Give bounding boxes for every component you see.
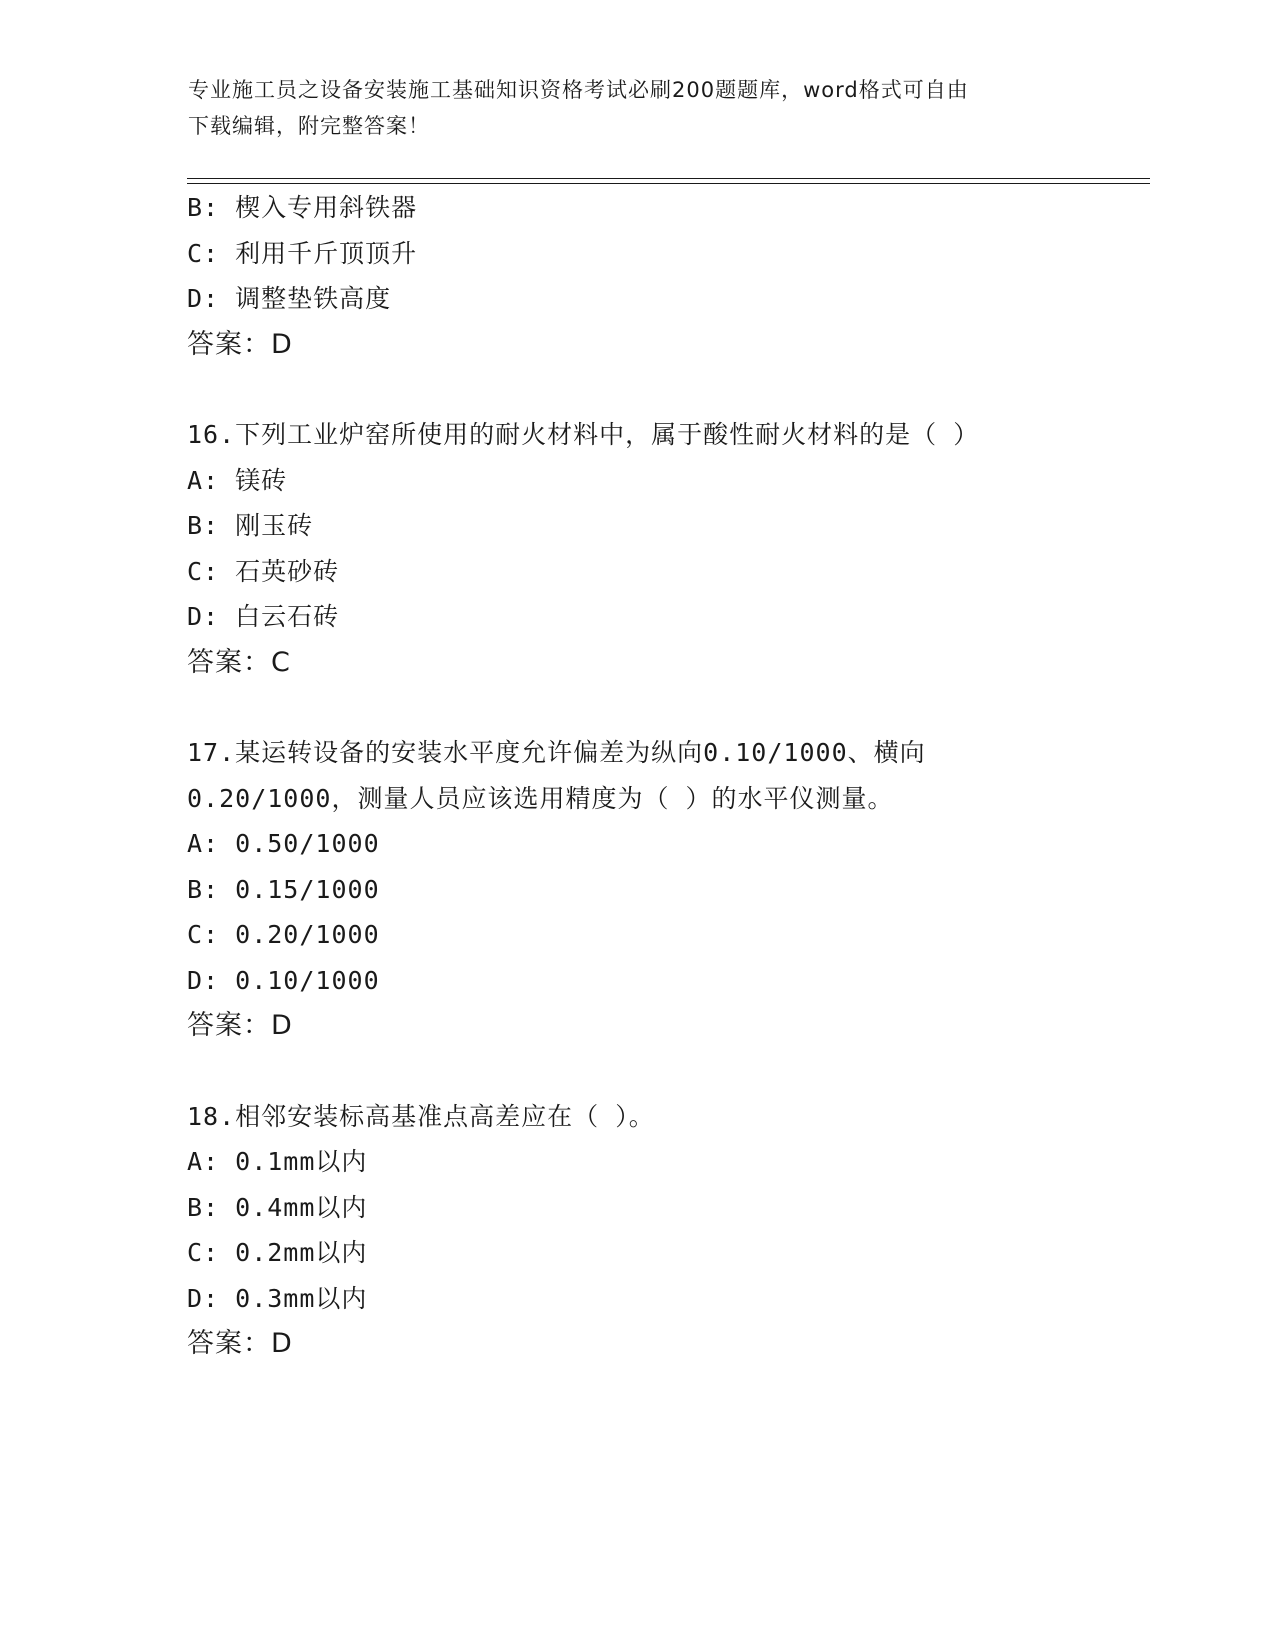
answer-line: 答案：D xyxy=(187,328,293,360)
question-stem-continued: 0.20/1000，测量人员应该选用精度为（ ）的水平仪测量。 xyxy=(187,783,894,813)
option-a: A: 0.50/1000 xyxy=(187,829,380,858)
question-list xyxy=(187,185,1147,1367)
option-a: A: 镁砖 xyxy=(187,465,288,495)
header-line-1: 专业施工员之设备安装施工基础知识资格考试必刷200题题库，word格式可自由 xyxy=(188,78,969,102)
question-16 xyxy=(187,412,1147,685)
question-18 xyxy=(187,1094,1147,1367)
option-b: B: 0.4mm以内 xyxy=(187,1192,368,1222)
option-c: C: 利用千斤顶顶升 xyxy=(187,238,418,268)
answer-line: 答案：D xyxy=(187,1010,293,1041)
option-d: D: 白云石砖 xyxy=(187,602,340,631)
question-stem: 18.相邻安装标高基准点高差应在（ ）。 xyxy=(187,1101,655,1131)
option-b: B: 0.15/1000 xyxy=(187,874,380,904)
header-line-2: 下载编辑，附完整答案！ xyxy=(188,114,430,138)
option-a: A: 0.1mm以内 xyxy=(187,1147,368,1176)
option-c: C: 0.20/1000 xyxy=(187,920,380,949)
answer-line: 答案：C xyxy=(187,646,291,678)
option-d: D: 0.3mm以内 xyxy=(187,1283,368,1313)
question-15-continued xyxy=(187,185,1147,367)
header-divider-bottom xyxy=(187,183,1150,184)
option-b: B: 楔入专用斜铁器 xyxy=(187,193,418,222)
option-d: D: 0.10/1000 xyxy=(187,965,380,995)
question-stem: 17.某运转设备的安装水平度允许偏差为纵向0.10/1000、横向 xyxy=(187,738,926,767)
answer-line: 答案：D xyxy=(187,1328,293,1359)
question-stem: 16.下列工业炉窑所使用的耐火材料中，属于酸性耐火材料的是（ ） xyxy=(187,420,980,449)
option-c: C: 0.2mm以内 xyxy=(187,1238,368,1267)
option-b: B: 刚玉砖 xyxy=(187,511,314,540)
option-c: C: 石英砂砖 xyxy=(187,556,340,586)
document-header xyxy=(188,72,1088,144)
option-d: D: 调整垫铁高度 xyxy=(187,284,392,313)
header-divider-top xyxy=(187,178,1150,179)
question-17 xyxy=(187,730,1147,1049)
